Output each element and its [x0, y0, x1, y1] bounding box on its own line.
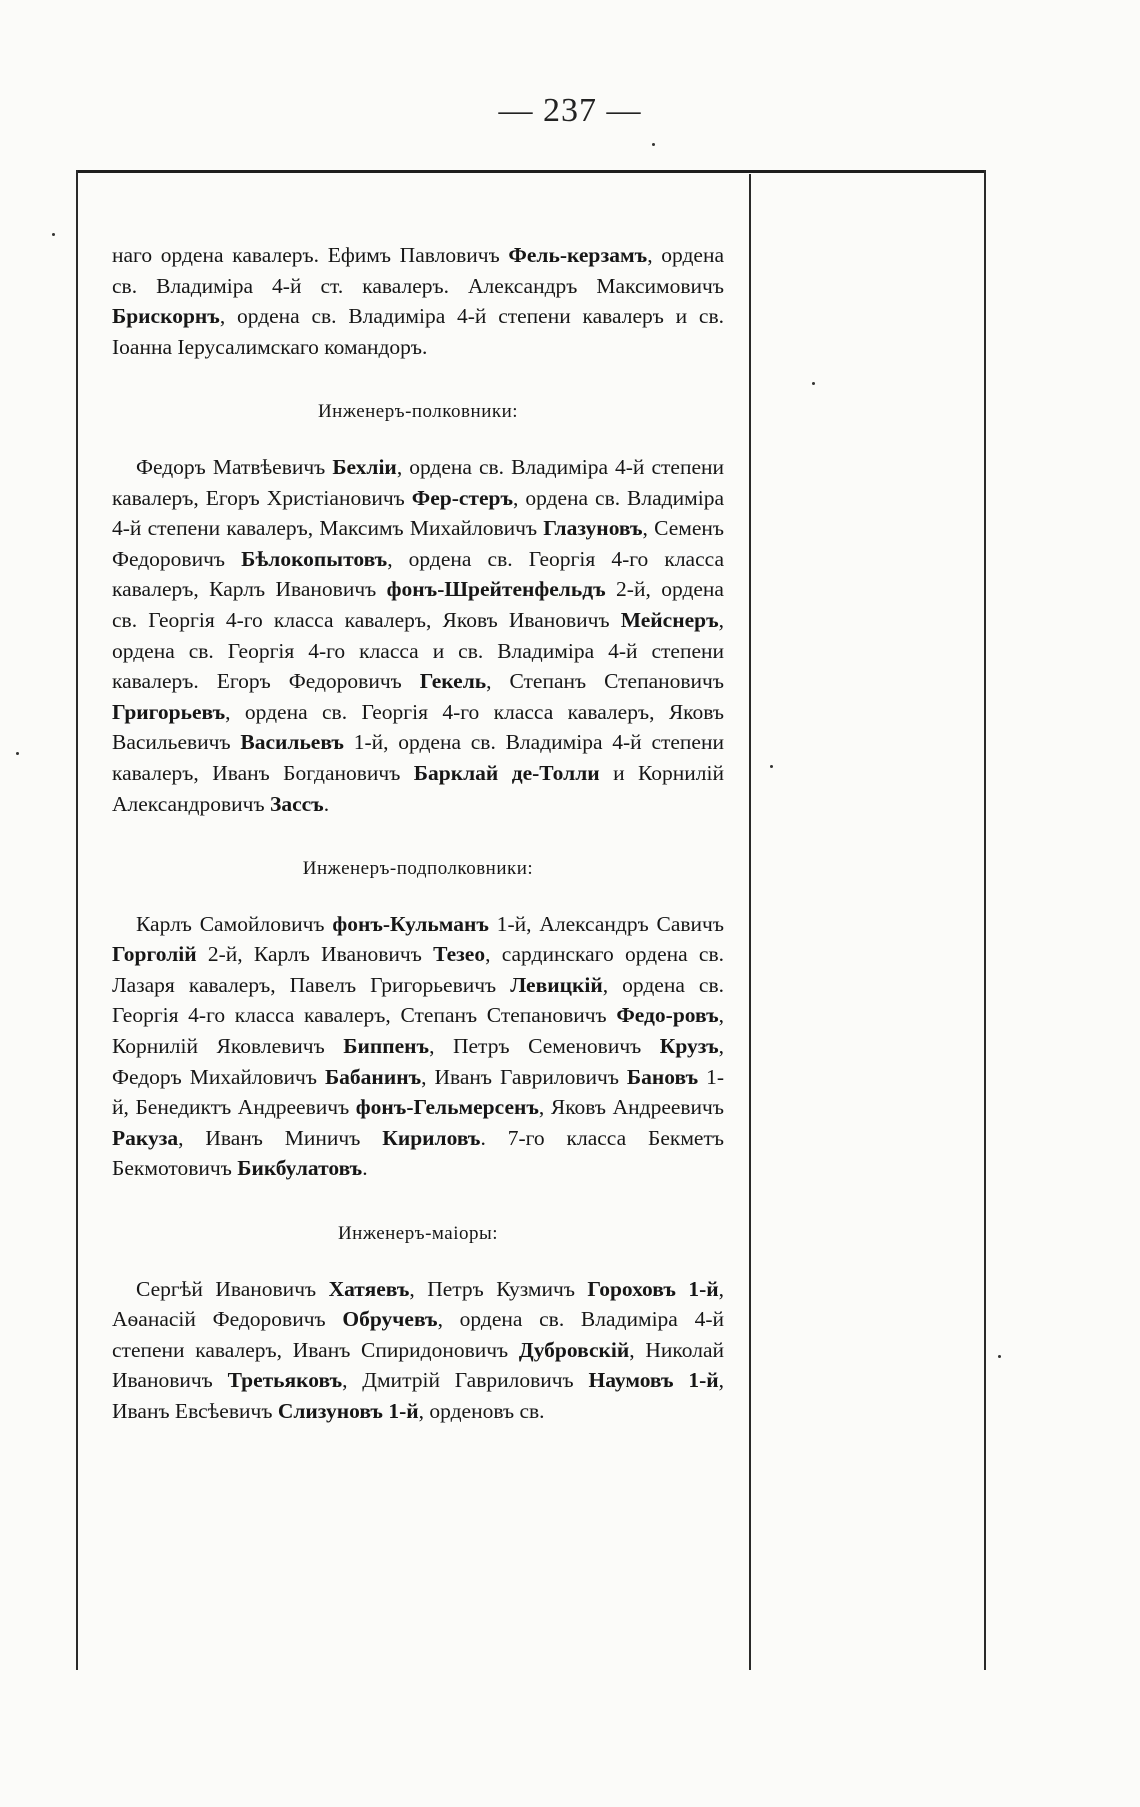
page-number: — 237 —: [498, 92, 642, 129]
body-text: , Николай Ивановичъ: [112, 1337, 724, 1393]
surname: Биппенъ: [343, 1034, 430, 1059]
body-text: , Петръ Семеновичъ: [429, 1034, 660, 1059]
scan-speck: [16, 752, 19, 755]
body-text: , Яковъ Андреевичъ: [538, 1095, 724, 1120]
surname: Бехліи: [332, 454, 397, 479]
body-text: и Корнилій Александровичъ: [112, 760, 724, 816]
body-text: , сардинскаго ордена св. Лазаря кавалеръ, Павелъ Григорьевичъ: [112, 942, 724, 997]
body-text: . 7-го класса Бекметъ Бекмотовичъ: [112, 1125, 724, 1181]
surname: Наумовъ 1-й: [588, 1368, 719, 1393]
body-text: , Аѳанасій Федоровичъ: [112, 1276, 724, 1332]
majors-paragraph: [112, 1274, 724, 1427]
surname: Тезео: [433, 942, 486, 967]
body-text: , Петръ Кузмичъ: [409, 1276, 588, 1301]
body-text: .: [362, 1156, 368, 1181]
intro-text-3: , ордена св. Владиміра 4-й степени кавалеръ и св. Іоанна Іерусалимскаго командоръ.: [112, 304, 724, 359]
body-text: .: [323, 791, 330, 816]
text-column: [112, 240, 724, 1427]
surname: Васильевъ: [240, 730, 344, 755]
body-text: , ордена св. Георгія 4-го класса кавалеръ, Яковъ Васильевичъ: [112, 699, 724, 755]
surname: Фель-керзамъ: [508, 243, 648, 267]
body-text: , Степанъ Степановичъ: [486, 669, 724, 694]
section-heading-colonels: Инженеръ-полковники:: [317, 401, 519, 423]
body-text: 1-й, Бенедиктъ Андреевичъ: [112, 1064, 724, 1120]
surname: Зассъ: [269, 791, 324, 816]
surname: Глазуновъ: [543, 516, 643, 541]
surname: Мейснеръ: [620, 607, 719, 632]
right-rule: [984, 170, 986, 1670]
surname: Брискорнъ: [112, 304, 220, 329]
body-text: , Корнилій Яковлевичъ: [112, 1003, 724, 1059]
scan-speck: [52, 233, 55, 236]
body-text: , ордена св. Георгія 4-го класса кавалеръ, Карлъ Ивановичъ: [112, 546, 724, 602]
body-text: Федоръ Матвѣевичъ: [136, 454, 333, 479]
surname: Бановъ: [626, 1064, 699, 1089]
surname: Ракуза: [112, 1125, 179, 1150]
body-text: , ордена св. Георгія 4-го класса и св. Владиміра 4-й степени кавалеръ. Егоръ Федоровичъ: [112, 607, 724, 694]
surname: фонъ-Шрейтенфельдъ: [386, 577, 606, 602]
lt-colonels-paragraph: [112, 909, 724, 1184]
surname: Бабанинъ: [324, 1064, 422, 1089]
body-text: 1-й, Александръ Савичъ: [488, 911, 724, 936]
body-text: , ордена св. Владиміра 4-й степени кавалеръ, Иванъ Спиридоновичъ: [112, 1307, 724, 1362]
surname: Слизуновъ 1-й: [277, 1399, 419, 1423]
intro-text-2: , ордена св. Владиміра 4-й ст. кавалеръ. Александръ Максимовичъ: [112, 243, 725, 298]
surname: Горголій: [112, 942, 197, 967]
section-heading-lt-colonels: Инженеръ-подполковники:: [302, 858, 534, 880]
surname: фонъ-Гельмерсенъ: [355, 1095, 539, 1120]
surname: Хатяевъ: [328, 1276, 410, 1301]
body-text: 2-й, ордена св. Георгія 4-го класса кавалеръ, Яковъ Ивановичъ: [112, 577, 724, 632]
surname: фонъ-Кульманъ: [332, 911, 489, 936]
scan-speck: [812, 382, 815, 385]
left-rule: [76, 170, 78, 1670]
section-heading-majors: Инженеръ-маіоры:: [337, 1223, 499, 1245]
surname: Бѣлокопытовъ: [241, 546, 388, 571]
body-text: Сергѣй Ивановичъ: [136, 1276, 329, 1301]
scan-speck: [770, 765, 773, 768]
surname: Левицкій: [510, 972, 603, 997]
surname: Григорьевъ: [112, 699, 226, 724]
body-text: Карлъ Самойловичъ: [136, 911, 333, 936]
intro-text-1: наго ордена кавалеръ. Ефимъ Павловичъ: [112, 243, 509, 267]
surname: Гекель: [419, 669, 487, 694]
surname: Бикбулатовъ: [237, 1156, 363, 1181]
colonels-paragraph: [112, 452, 724, 819]
body-text: , Семенъ Федоровичъ: [112, 516, 725, 571]
body-text: 1-й, ордена св. Владиміра 4-й степени кавалеръ, Иванъ Богдановичъ: [112, 730, 724, 785]
scan-speck: [652, 143, 655, 146]
surname: Барклай де-Толли: [413, 760, 600, 785]
column-divider-rule: [749, 174, 751, 1670]
body-text: , ордена св. Георгія 4-го класса кавалеръ, Степанъ Степановичъ: [112, 972, 724, 1028]
surname: Фер-стеръ: [411, 485, 514, 510]
body-text: , Иванъ Миничъ: [178, 1125, 383, 1150]
body-text: , Дмитрій Гавриловичъ: [342, 1368, 589, 1393]
surname: Гороховъ 1-й: [587, 1276, 719, 1301]
body-text: , Иванъ Гавриловичъ: [421, 1064, 627, 1089]
scan-speck: [998, 1355, 1001, 1358]
top-rule: [76, 170, 986, 173]
surname: Кириловъ: [382, 1125, 481, 1150]
surname: Федо-ровъ: [616, 1003, 719, 1028]
body-text: 2-й, Карлъ Ивановичъ: [196, 942, 434, 967]
surname: Дубровскій: [518, 1337, 630, 1362]
body-text: , ордена св. Владиміра 4-й степени кавалеръ, Егоръ Христіановичъ: [112, 454, 725, 510]
surname: Обручевъ: [342, 1307, 438, 1332]
body-text: , Иванъ Евсѣевичъ: [112, 1368, 724, 1423]
surname: Третьяковъ: [227, 1368, 343, 1393]
intro-paragraph: [112, 240, 724, 362]
body-text: , орденовъ св.: [418, 1399, 545, 1423]
surname: Крузъ: [659, 1034, 719, 1059]
body-text: , ордена св. Владиміра 4-й степени кавалеръ, Максимъ Михайловичъ: [112, 485, 724, 541]
body-text: , Федоръ Михайловичъ: [112, 1034, 724, 1089]
